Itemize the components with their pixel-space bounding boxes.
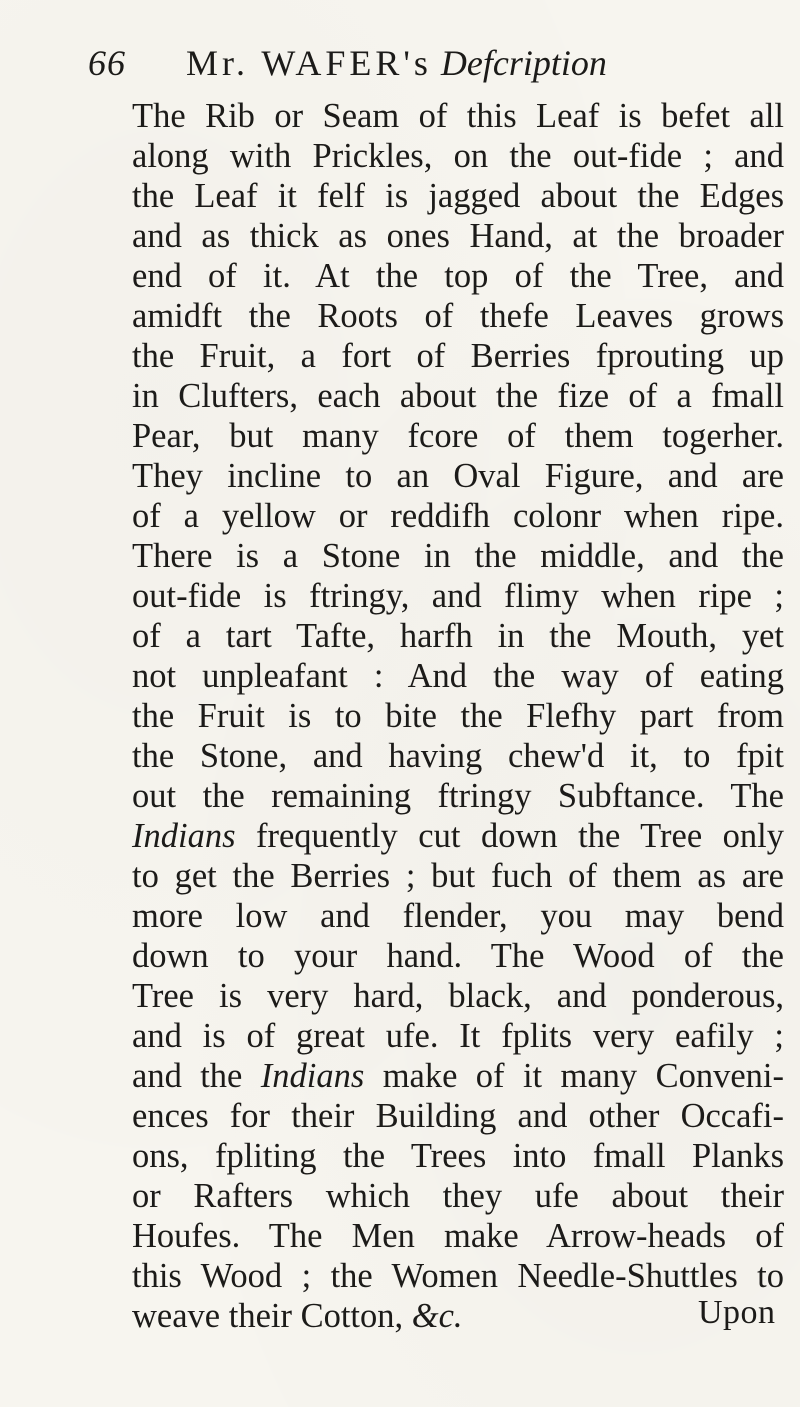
text-line: the Fruit, a fort of Berries fprouting up bbox=[132, 337, 784, 375]
text-line: down to your hand. The Wood of the bbox=[132, 937, 784, 975]
text-line: Tree is very hard, black, and ponderous, bbox=[132, 977, 784, 1015]
text-line: and the Indians make of it many Conveni- bbox=[132, 1057, 784, 1095]
text-line: and is of great ufe. It fplits very eafily ; bbox=[132, 1017, 784, 1055]
text-line: to get the Berries ; but fuch of them as are bbox=[132, 857, 784, 895]
text-line: of a tart Tafte, harfh in the Mouth, yet bbox=[132, 617, 784, 655]
text-line: the Leaf it felf is jagged about the Edges bbox=[132, 177, 784, 215]
text-line: The Rib or Seam of this Leaf is befet all bbox=[132, 97, 784, 135]
text-line: ons, fpliting the Trees into fmall Planks bbox=[132, 1137, 784, 1175]
text-line: the Fruit is to bite the Flefhy part from bbox=[132, 697, 784, 735]
text-line: the Stone, and having chew'd it, to fpit bbox=[132, 737, 784, 775]
text-line: out-fide is ftringy, and flimy when ripe ; bbox=[132, 577, 784, 615]
running-head bbox=[186, 42, 607, 84]
text-line: There is a Stone in the middle, and the bbox=[132, 537, 784, 575]
italic-word: Indians bbox=[132, 817, 236, 855]
text-line: and as thick as ones Hand, at the broader bbox=[132, 217, 784, 255]
text-line: Indians frequently cut down the Tree only bbox=[132, 817, 784, 855]
text-line: Pear, but many fcore of them togerher. bbox=[132, 417, 784, 455]
text-line: this Wood ; the Women Needle-Shuttles to bbox=[132, 1257, 784, 1295]
italic-word: Indians bbox=[260, 1057, 365, 1095]
running-head-title: Defcription bbox=[440, 43, 607, 83]
text-line: amidft the Roots of thefe Leaves grows bbox=[132, 297, 784, 335]
text-line: more low and flender, you may bend bbox=[132, 897, 784, 935]
text-line: weave their Cotton, &c. bbox=[132, 1297, 463, 1335]
text-line: not unpleafant : And the way of eating bbox=[132, 657, 784, 695]
running-head-name: Mr. WAFER's bbox=[186, 43, 432, 83]
text-line: Houfes. The Men make Arrow-heads of bbox=[132, 1217, 784, 1255]
text-line: of a yellow or reddifh colonr when ripe. bbox=[132, 497, 784, 535]
text-line: end of it. At the top of the Tree, and bbox=[132, 257, 784, 295]
italic-word: &c. bbox=[411, 1297, 463, 1335]
page-number: 66 bbox=[88, 43, 126, 83]
text-line: out the remaining ftringy Subftance. The bbox=[132, 777, 784, 815]
text-line: along with Prickles, on the out-fide ; and bbox=[132, 137, 784, 175]
page-header bbox=[0, 42, 800, 92]
text-line: or Rafters which they ufe about their bbox=[132, 1177, 784, 1215]
text-line: They incline to an Oval Figure, and are bbox=[132, 457, 784, 495]
catchword: Upon bbox=[698, 1294, 776, 1331]
text-line: in Clufters, each about the fize of a fmall bbox=[132, 377, 784, 415]
text-line: ences for their Building and other Occafi- bbox=[132, 1097, 784, 1135]
